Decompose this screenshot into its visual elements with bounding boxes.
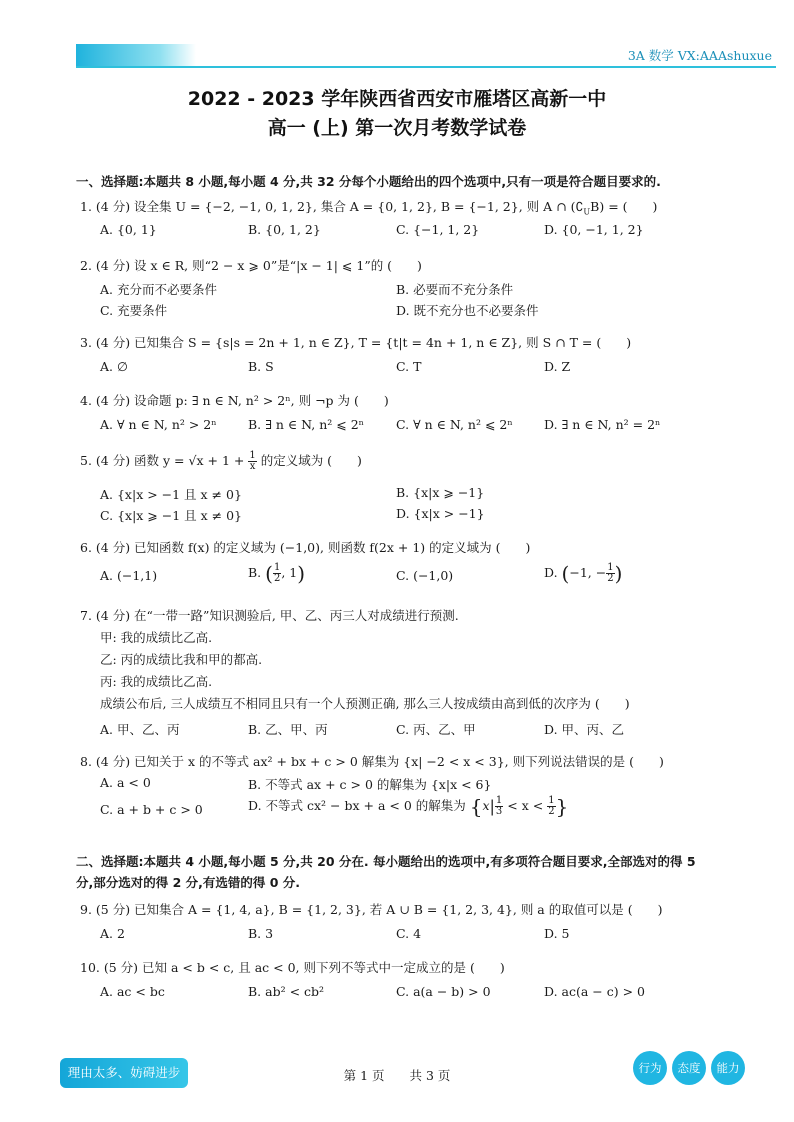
- q6-option-c: C. (−1,0): [396, 568, 454, 583]
- footer-motto-badge: 理由太多、妨碍进步: [60, 1058, 188, 1088]
- question-9-stem: 9. (5 分) 已知集合 A = {1, 4, a}, B = {1, 2, 3}, 若 A ∪ B = {1, 2, 3, 4}, 则 a 的取值可以是 ( ): [80, 902, 663, 917]
- section1-heading: 一、选择题:本题共 8 小题,每小题 4 分,共 32 分每个小题给出的四个选项中,只有一项是符合题目要求的.: [76, 174, 661, 189]
- q5-option-b: B. {x|x ⩾ −1}: [396, 485, 485, 500]
- section2-heading: 二、选择题:本题共 4 小题,每小题 5 分,共 20 分在. 每小题给出的选项中,有多项符合题目要求,全部选对的得 5 分,部分选对的得 2 分,有选错的得 0 分.: [76, 854, 696, 890]
- page-number: 第 1 页 共 3 页: [343, 1068, 451, 1083]
- q10-option-d: D. ac(a − c) > 0: [544, 984, 645, 999]
- q5-fraction: $\frac{1}{x}$: [249, 450, 256, 472]
- q4-option-c: C. ∀ n ∈ N, n² ⩽ 2ⁿ: [396, 417, 513, 432]
- q9-option-c: C. 4: [396, 926, 422, 941]
- q7-question-line: 成绩公布后, 三人成绩互不相同且只有一个人预测正确, 那么三人按成绩由高到低的次序为 ( ): [100, 696, 630, 711]
- q10-option-c: C. a(a − b) > 0: [396, 984, 491, 999]
- q2-option-c: C. 充要条件: [100, 303, 168, 318]
- q9-option-b: B. 3: [248, 926, 274, 941]
- footer-badge-behavior: 行为: [633, 1051, 667, 1085]
- q1-option-b: B. {0, 1, 2}: [248, 222, 321, 237]
- q9-option-d: D. 5: [544, 926, 570, 941]
- header-brand-text: 3A 数学 VX:AAAshuxue: [627, 48, 772, 63]
- question-8-stem: 8. (4 分) 已知关于 x 的不等式 ax² + bx + c > 0 解集为 {x| −2 < x < 3}, 则下列说法错误的是 ( ): [80, 754, 664, 769]
- question-7-stem: 7. (4 分) 在“一带一路”知识测验后, 甲、乙、丙三人对成绩进行预测.: [80, 608, 459, 623]
- q8-option-a: A. a < 0: [100, 775, 151, 790]
- question-4-stem: 4. (4 分) 设命题 p: ∃ n ∈ N, n² > 2ⁿ, 则 ¬p 为 ( ): [80, 393, 389, 408]
- q8-option-b: B. 不等式 ax + c > 0 的解集为 {x|x < 6}: [248, 777, 492, 792]
- q3-option-d: D. Z: [544, 359, 571, 374]
- q4-option-d: D. ∃ n ∈ N, n² = 2ⁿ: [544, 417, 661, 432]
- q5-option-c: C. {x|x ⩾ −1 且 x ≠ 0}: [100, 508, 242, 523]
- q4-option-b: B. ∃ n ∈ N, n² ⩽ 2ⁿ: [248, 417, 365, 432]
- q6-option-d: D. (−1, − $\frac{1}{2}$ ): [544, 561, 623, 586]
- q6-option-a: A. (−1,1): [100, 568, 158, 583]
- q1-option-a: A. {0, 1}: [100, 222, 157, 237]
- q5-option-a: A. {x|x > −1 且 x ≠ 0}: [100, 487, 242, 502]
- question-1-stem: 1. (4 分) 设全集 U = {−2, −1, 0, 1, 2}, 集合 A = {0, 1, 2}, B = {−1, 2}, 则 A ∩ $(∁_UB)$ = ( ): [80, 199, 658, 217]
- q2-option-b: B. 必要而不充分条件: [396, 282, 514, 297]
- q3-option-c: C. T: [396, 359, 422, 374]
- q1-option-d: D. {0, −1, 1, 2}: [544, 222, 644, 237]
- q7-statement-yi: 乙: 丙的成绩比我和甲的都高.: [100, 652, 263, 667]
- q7-option-b: B. 乙、甲、丙: [248, 722, 328, 737]
- q2-option-d: D. 既不充分也不必要条件: [396, 303, 539, 318]
- question-3-stem: 3. (4 分) 已知集合 S = {s|s = 2n + 1, n ∈ Z}, T = {t|t = 4n + 1, n ∈ Z}, 则 S ∩ T = ( ): [80, 335, 632, 350]
- q7-option-d: D. 甲、丙、乙: [544, 722, 625, 737]
- question-2-stem: 2. (4 分) 设 x ∈ R, 则“2 − x ⩾ 0”是“|x − 1| ⩽ 1”的 ( ): [80, 258, 422, 273]
- q7-statement-bing: 丙: 我的成绩比乙高.: [100, 674, 213, 689]
- footer-badge-attitude: 态度: [672, 1051, 706, 1085]
- footer-badge-ability: 能力: [711, 1051, 745, 1085]
- q3-option-a: A. ∅: [100, 359, 128, 374]
- exam-title-line1: 2022 - 2023 学年陕西省西安市雁塔区高新一中: [187, 88, 607, 110]
- q8-option-c: C. a + b + c > 0: [100, 802, 203, 817]
- q7-option-c: C. 丙、乙、甲: [396, 722, 476, 737]
- exam-title-line2: 高一 (上) 第一次月考数学试卷: [267, 117, 527, 139]
- header-accent-band: [76, 44, 196, 66]
- q2-option-a: A. 充分而不必要条件: [100, 282, 217, 297]
- q10-option-b: B. ab² < cb²: [248, 984, 325, 999]
- q8-option-d: D. 不等式 cx² − bx + a < 0 的解集为 {x| $\frac{1}{3}$ < x < $\frac{1}{2}$ }: [248, 794, 569, 819]
- q9-option-a: A. 2: [100, 926, 125, 941]
- q10-option-a: A. ac < bc: [100, 984, 165, 999]
- q1-option-c: C. {−1, 1, 2}: [396, 222, 480, 237]
- question-6-stem: 6. (4 分) 已知函数 f(x) 的定义域为 (−1,0), 则函数 f(2x + 1) 的定义域为 ( ): [80, 540, 531, 555]
- q7-option-a: A. 甲、乙、丙: [100, 722, 180, 737]
- q3-option-b: B. S: [248, 359, 274, 374]
- q5-option-d: D. {x|x > −1}: [396, 506, 485, 521]
- question-5-stem: 5. (4 分) 函数 y = √x + 1 + $\frac{1}{x}$ 的定义域为 ( ): [80, 450, 362, 472]
- q7-statement-jia: 甲: 我的成绩比乙高.: [100, 630, 213, 645]
- q6-option-b: B. ( $\frac{1}{2}$ , 1): [248, 561, 306, 586]
- question-10-stem: 10. (5 分) 已知 a < b < c, 且 ac < 0, 则下列不等式中一定成立的是 ( ): [80, 960, 505, 975]
- q4-option-a: A. ∀ n ∈ N, n² > 2ⁿ: [100, 417, 217, 432]
